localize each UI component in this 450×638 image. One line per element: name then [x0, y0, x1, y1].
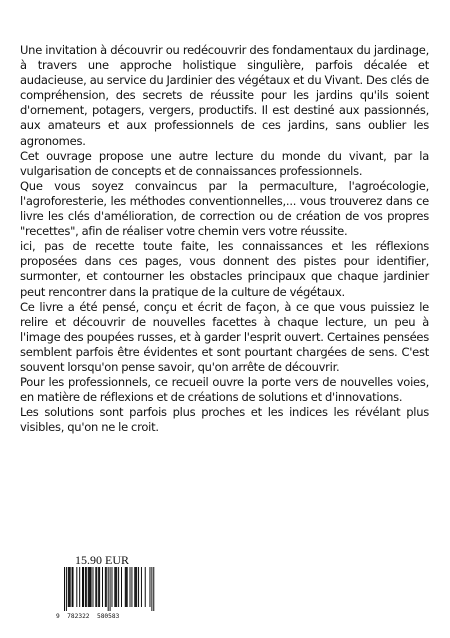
barcode-bar	[153, 567, 154, 611]
barcode-bar	[85, 567, 86, 607]
barcode-bar	[90, 567, 91, 607]
barcode-bar	[73, 567, 74, 607]
paragraph-intro: Une invitation à découvrir ou redécouvrir des fondamentaux du jardinage, à travers une approche holistique singulière, parfois décalée et audacieuse, au service du Jardinier des végétaux et du Vivant. Des clés de compréhension, des secrets de réussite pour les jardins qu'ils soient d'ornement, potagers, vergers, productifs. Il est destiné aux passionnés, aux amateurs et aux professionnels de ces jardins, sans oublier les agronomes.	[20, 43, 429, 148]
barcode-bar	[106, 567, 107, 607]
barcode-bar	[99, 567, 100, 607]
barcode-bar	[121, 567, 122, 607]
barcode-bar	[95, 567, 96, 607]
paragraph-no-recipe: ici, pas de recette toute faite, les connaissances et les réflexions proposées dans ces pages, vous donnent des pistes pour identifier, surmonter, et contourner les obstacles principaux que chaque jardinier peut rencontrer dans la pratique de la culture de végétaux.	[20, 239, 429, 299]
barcode-bar	[136, 567, 137, 607]
barcode-bar	[91, 567, 92, 607]
barcode-bar	[112, 567, 113, 607]
barcode-digits: 9 782322 580583	[56, 613, 120, 620]
paragraph-vulgarisation: Cet ouvrage propose une autre lecture du monde du vivant, par la vulgarisation de concepts et de connaissances professionnels.	[20, 148, 429, 178]
barcode-bar	[110, 567, 111, 611]
barcode-bar	[82, 567, 83, 607]
barcode-bar	[125, 567, 126, 607]
barcode-bar	[130, 567, 131, 607]
barcode-bar	[79, 567, 80, 607]
barcode-bar	[131, 567, 132, 607]
back-cover-description	[20, 43, 429, 435]
paragraph-solutions: Les solutions sont parfois plus proches et les indices les révélant plus visibles, qu'on ne le croit.	[20, 405, 429, 435]
paragraph-professionals: Pour les professionnels, ce recueil ouvre la porte vers de nouvelles voies, en matière de réflexions et de créations de solutions et d'innovations.	[20, 375, 429, 405]
barcode-bar	[96, 567, 97, 607]
barcode-bar	[108, 567, 109, 611]
barcode-bar	[127, 567, 128, 607]
barcode-bars	[56, 567, 156, 613]
barcode-bar	[72, 567, 73, 607]
barcode-bar	[98, 567, 99, 607]
barcode-bar	[64, 567, 65, 611]
barcode-bar	[134, 567, 135, 607]
barcode-bar	[105, 567, 106, 607]
barcode-bar	[150, 567, 151, 607]
price-label: 15.90 EUR	[75, 553, 129, 567]
barcode-bar	[89, 567, 90, 607]
barcode-bar	[93, 567, 94, 607]
barcode-bar	[115, 567, 116, 607]
barcode-bar	[86, 567, 87, 607]
barcode-bar	[141, 567, 142, 607]
isbn-barcode	[56, 567, 156, 620]
barcode-bar	[102, 567, 103, 607]
barcode-bar	[69, 567, 70, 607]
barcode-bar	[76, 567, 77, 607]
barcode-bar	[151, 567, 152, 611]
barcode-bar	[145, 567, 146, 607]
paragraph-methods: Que vous soyez convaincus par la permaculture, l'agroécologie, l'agroforesterie, les méthodes conventionnelles,... vous trouverez dans ce livre les clés d'amélioration, de correction ou de création de vos propres "recettes", afin de réaliser votre chemin vers votre réussite.	[20, 178, 429, 239]
barcode-bar	[118, 567, 119, 607]
barcode-bar	[138, 567, 139, 607]
barcode-bar	[114, 567, 115, 607]
barcode-bar	[68, 567, 69, 607]
barcode-bar	[66, 567, 67, 611]
barcode-bar	[70, 567, 71, 607]
barcode-bar	[116, 567, 117, 607]
paragraph-rereading: Ce livre a été pensé, conçu et écrit de façon, à ce que vous puissiez le relire et découvrir de nouvelles facettes à chaque lecture, un peu à l'image des poupées russes, et à garder l'esprit ouvert. Certaines pensées semblent parfois être évidentes et sont pourtant chargées de sens. C'est souvent lorsqu'on pense savoir, qu'on arrête de découvrir.	[20, 299, 429, 374]
barcode-bar	[88, 567, 89, 607]
barcode-bar	[126, 567, 127, 607]
barcode-bar	[135, 567, 136, 607]
barcode-bar	[83, 567, 84, 607]
